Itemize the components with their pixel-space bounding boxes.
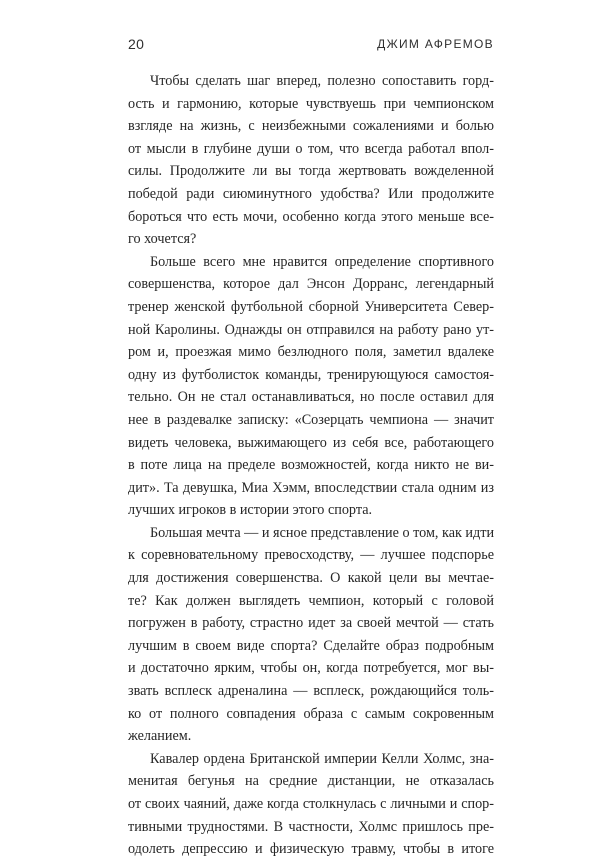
paragraph <box>128 251 494 522</box>
text-line: видеть человека, выжимающего из себя все, работающего <box>128 434 494 451</box>
text-line: Больше всего мне нравится определение спортивного <box>150 253 494 270</box>
text-line: ко от полного совпадения образа с самым сокровенным <box>128 705 494 722</box>
text-line: Кавалер ордена Британской империи Келли Холмс, зна- <box>150 750 494 767</box>
body-text <box>128 70 494 861</box>
text-line: менитая бегунья на средние дистанции, не отказалась <box>128 773 494 790</box>
text-line: дит». Та девушка, Миа Хэмм, впоследствии стала одним из <box>128 479 494 496</box>
text-line: ром и, проезжая мимо безлюдного поля, заметил вдалеке <box>128 344 494 361</box>
text-line: и достаточно ярким, чтобы он, когда потребуется, мог вы- <box>128 660 494 677</box>
text-line: для достижения совершенства. О какой цели вы мечтае- <box>128 570 494 587</box>
text-line: го хочется? <box>128 231 197 248</box>
paragraph <box>128 522 494 748</box>
text-line: Большая мечта — и ясное представление о том, как идти <box>150 524 495 541</box>
paragraph <box>128 748 494 861</box>
text-line: ной Каролины. Однажды он отправился на работу рано ут- <box>128 321 494 338</box>
text-line: от своих чаяний, даже когда столкнулась с личными и спор- <box>128 796 494 812</box>
text-line: звать всплеск адреналина — всплеск, рождающийся толь- <box>128 683 494 700</box>
page-number: 20 <box>128 36 145 52</box>
text-line: к соревновательному превосходству, — лучшее подспорье <box>128 547 494 564</box>
text-line: в поте лица на пределе возможностей, когда никто не ви- <box>128 457 494 474</box>
text-line: победой ради сиюминутного удобства? Или продолжите <box>128 185 494 202</box>
text-line: тренер женской футбольной сборной Университета Север- <box>128 298 494 315</box>
paragraph <box>128 70 494 251</box>
running-head <box>128 36 494 56</box>
text-line: те? Как должен выглядеть чемпион, который с головой <box>128 592 494 609</box>
text-line: одолеть депрессию и физическую травму, чтобы в итоге <box>128 841 494 858</box>
text-line: погружен в работу, страстно идет за своей мечтой — стать <box>128 615 494 632</box>
text-line: лучшим в своем виде спорта? Сделайте образ подробным <box>128 637 494 654</box>
text-line: бороться что есть мочи, особенно когда этого меньше все- <box>128 208 494 225</box>
text-line: силы. Продолжите ли вы тогда жертвовать вожделенной <box>128 163 494 180</box>
text-line: нее в раздевалке записку: «Созерцать чемпиона — значит <box>128 411 494 428</box>
text-line: желанием. <box>128 728 192 745</box>
text-line: совершенства, которое дал Энсон Дорранс, легендарный <box>128 276 494 293</box>
text-line: тельно. Он не стал останавливаться, но после оставил для <box>128 389 494 406</box>
text-line: взгляде на жизнь, с неизбежными сожалениями и болью <box>128 118 494 135</box>
text-line: ость и гармонию, которые чувствуешь при чемпионском <box>128 95 494 112</box>
text-line: тивными трудностями. В частности, Холмс пришлось пре- <box>128 818 494 835</box>
running-title: ДЖИМ АФРЕМОВ <box>377 37 494 51</box>
text-line: от мысли в глубине души о том, что всегда работал впол- <box>128 140 494 157</box>
text-line: одну из футболисток команды, тренирующуюся самостоя- <box>128 366 494 383</box>
text-line: Чтобы сделать шаг вперед, полезно сопоставить горд- <box>150 73 494 89</box>
text-line: лучших игроков в истории этого спорта. <box>128 502 373 519</box>
